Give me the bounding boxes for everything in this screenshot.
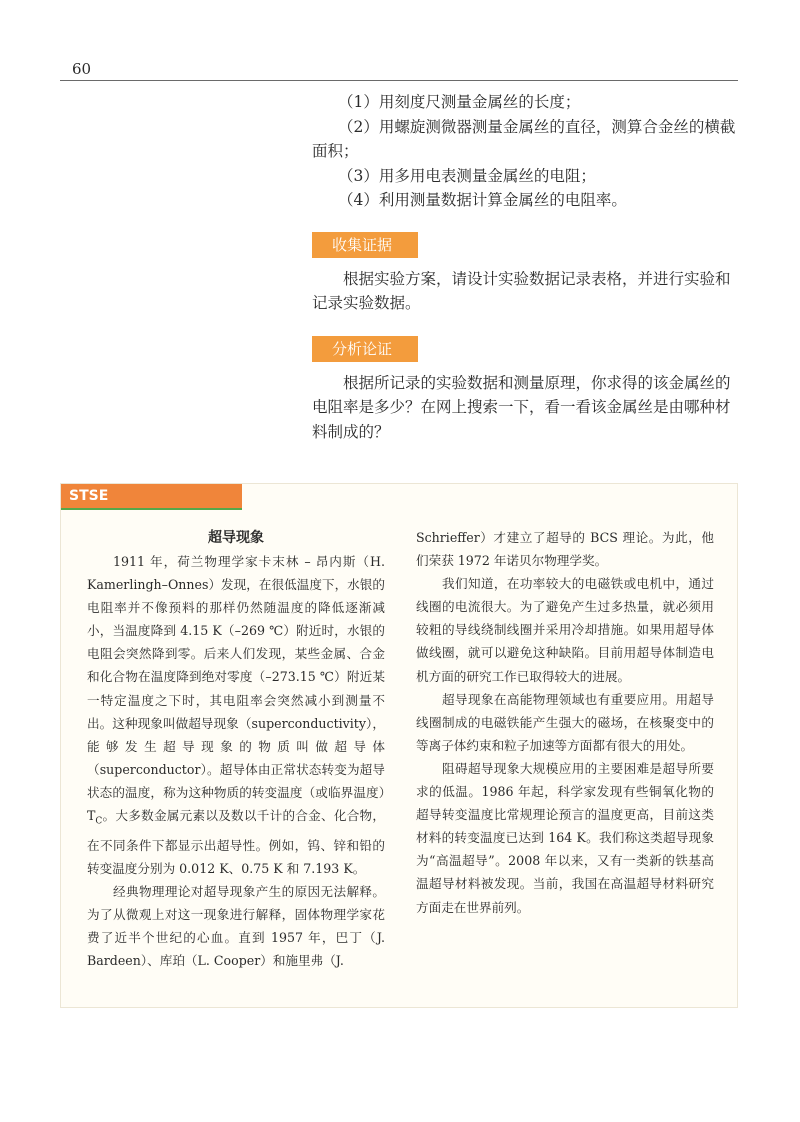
procedure-step-1: （1）用刻度尺测量金属丝的长度；	[338, 93, 581, 111]
article-paragraph	[87, 550, 385, 880]
analysis-tag: 分析论证	[312, 336, 418, 362]
article-title: 超导现象	[208, 530, 264, 546]
stse-box	[60, 483, 738, 1008]
experiment-section	[312, 90, 744, 444]
collect-evidence-tag: 收集证据	[312, 232, 418, 258]
stse-tab: STSE	[61, 484, 242, 510]
article-paragraph: 我们知道，在功率较大的电磁铁或电机中，通过线圈的电流很大。为了避免产生过多热量，就必须用较粗的导线绕制线圈并采用冷却措施。如果用超导体做线圈，就可以避免这种缺陷。目前用超导体制造电机方面的研究工作已取得较大的进展。	[416, 576, 714, 684]
article-paragraph: 超导现象在高能物理领域也有重要应用。用超导线圈制成的电磁铁能产生强大的磁场，在核聚变中的等离子体约束和粒子加速等方面都有很大的用处。	[416, 691, 714, 753]
procedure-step-3: （3）用多用电表测量金属丝的电阻；	[338, 166, 596, 185]
procedure-step-4: （4）利用测量数据计算金属丝的电阻率。	[338, 191, 627, 209]
article-paragraph: 经典物理理论对超导现象产生的原因无法解释。为了从微观上对这一现象进行解释，固体物理学家花费了近半个世纪的心血。直到 1957 年，巴丁（J. Bardeen）、库珀（L. Cooper）和施里弗（J.	[87, 883, 385, 969]
header-rule	[60, 80, 738, 81]
article-paragraph-tail: 。大多数金属元素以及数以千计的合金、化合物，在不同条件下都显示出超导性。例如，钨、锌和铅的转变温度分别为 0.012 K、0.75 K 和 7.193 K。	[87, 808, 385, 876]
stse-right-column	[416, 526, 714, 919]
procedure-step-2: （2）用螺旋测微器测量金属丝的直径，测算合金丝的横截面积；	[312, 117, 736, 160]
article-paragraph: 阻碍超导现象大规模应用的主要困难是超导所要求的低温。1986 年起，科学家发现有些铜氧化物的超导转变温度比常规理论预言的温度更高，目前这类材料的转变温度已达到 164 K。我们称这类超导现象为“高温超导”。2008 年以来，又有一类新的铁基高温超导材料被发现。当前，我国在高温超导材料研究方面走在世界前列。	[416, 760, 714, 915]
article-paragraph: Schrieffer）才建立了超导的 BCS 理论。为此，他们荣获 1972 年诺贝尔物理学奖。	[416, 530, 714, 569]
article-paragraph-text: 1911 年，荷兰物理学家卡末林 – 昂内斯（H. Kamerlingh–Onnes）发现，在很低温度下，水银的电阻率并不像预料的那样仍然随温度的降低逐渐减小，当温度降到 4.15 K（–269 ℃）附近时，水银的电阻会突然降到零。后来人们发现，某些金属、合金和化合物在温度降到绝对零度（–273.15 ℃）附近某一特定温度之下时，其电阻率会突然减小到测量不出。这种现象叫做超导现象（superconductivity），能够发生超导现象的物质叫做超导体（superconductor）。超导体由正常状态转变为超导状态的温度，称为这种物质的转变温度（或临界温度）T	[87, 554, 385, 824]
stse-left-column	[87, 526, 385, 972]
analysis-text: 根据所记录的实验数据和测量原理，你求得的该金属丝的电阻率是多少？在网上搜索一下，看一看该金属丝是由哪种材料制成的？	[312, 373, 731, 441]
collect-evidence-text: 根据实验方案，请设计实验数据记录表格，并进行实验和记录实验数据。	[312, 269, 731, 312]
page-number: 60	[72, 60, 92, 78]
tc-subscript: C	[95, 816, 103, 827]
